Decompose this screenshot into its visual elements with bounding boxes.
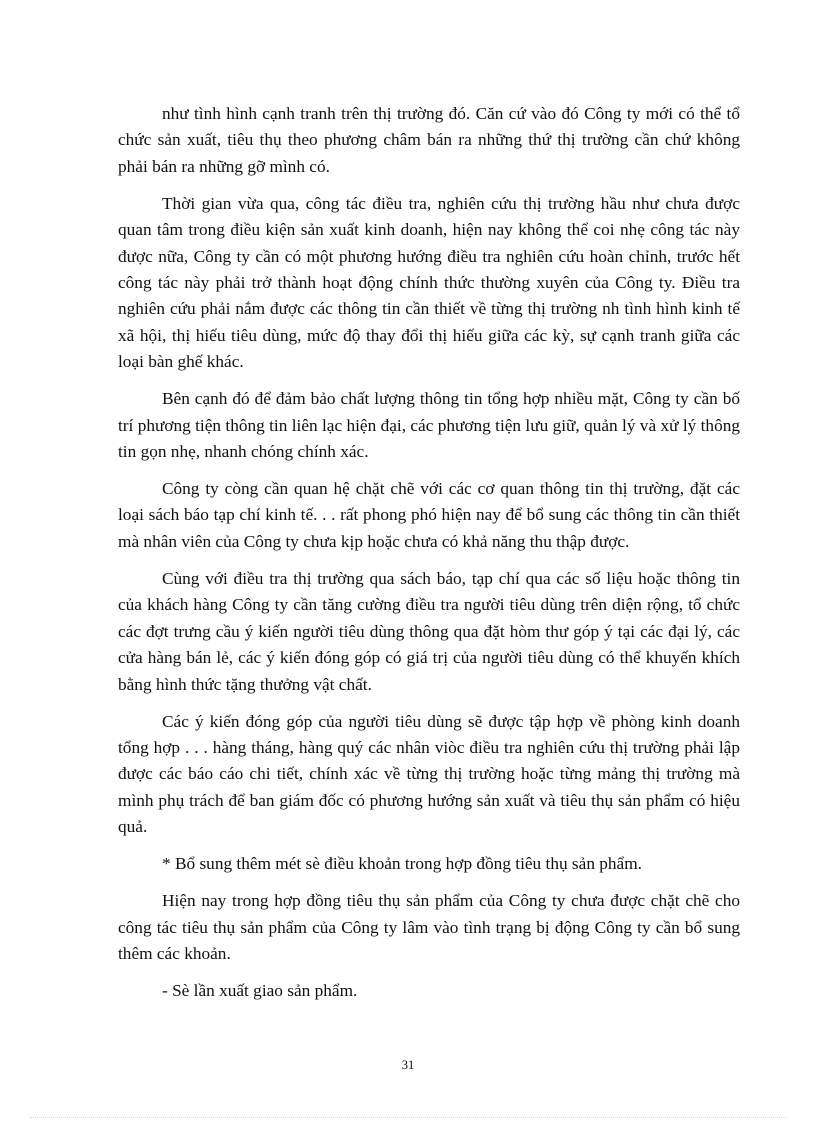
body-text bbox=[118, 101, 740, 1015]
paragraph: * Bổ sung thêm mét sè điều khoản trong hợp đồng tiêu thụ sản phẩm. bbox=[162, 854, 642, 874]
paragraph: Thời gian vừa qua, công tác điều tra, nghiên cứu thị trường hầu như chưa được quan tâm trong điều kiện sản xuất kinh doanh, hiện nay không thể coi nhẹ công tác này được nữa, Công ty cần có một phương hướng điều tra nghiên cứu hoàn chỉnh, trước hết công tác này phải trở thành hoạt động chính thức thường xuyên của Công ty. Điều tra nghiên cứu phải nắm được các thông tin cần thiết về từng thị trường nh tình hình kinh tế xã hội, thị hiếu tiêu dùng, mức độ thay đổi thị hiếu giữa các kỳ, sự cạnh tranh giữa các loại bàn ghế khác. bbox=[118, 193, 740, 372]
paragraph: Hiện nay trong hợp đồng tiêu thụ sản phẩm của Công ty chưa được chặt chẽ cho công tác tiêu thụ sản phẩm của Công ty lâm vào tình trạng bị động Công ty cần bổ sung thêm các khoản. bbox=[118, 891, 740, 963]
paragraph: Các ý kiến đóng góp của người tiêu dùng sẽ được tập hợp về phòng kinh doanh tổng hợp . . . hàng tháng, hàng quý các nhân viòc điều tra nghiên cứu thị trường phải lập được các báo cáo chi tiết, chính xác về từng thị trường hoặc từng mảng thị trường mà mình phụ trách để ban giám đốc có phương hướng sản xuất và tiêu thụ sản phẩm có hiệu quả. bbox=[118, 711, 740, 837]
paragraph: Công ty còng cần quan hệ chặt chẽ với các cơ quan thông tin thị trường, đặt các loại sách báo tạp chí kinh tế. . . rất phong phó hiện nay để bổ sung các thông tin cần thiết mà nhân viên của Công ty chưa kịp hoặc chưa có khả năng thu thập được. bbox=[118, 479, 740, 551]
paragraph: như tình hình cạnh tranh trên thị trường đó. Căn cứ vào đó Công ty mới có thể tổ chức sản xuất, tiêu thụ theo phương châm bán ra những thứ thị trường cần chứ không phải bán ra những gỡ mình có. bbox=[118, 104, 740, 176]
paragraph: Cùng với điều tra thị trường qua sách báo, tạp chí qua các số liệu hoặc thông tin của khách hàng Công ty cần tăng cường điều tra người tiêu dùng trên diện rộng, tổ chức các đợt trưng cầu ý kiến người tiêu dùng thông qua đặt hòm thư góp ý tại các đại lý, các cửa hàng bán lẻ, các ý kiến đóng góp có giá trị của người tiêu dùng có thể khuyến khích bằng hình thức tặng thưởng vật chất. bbox=[118, 568, 740, 694]
footer-divider bbox=[30, 1117, 786, 1118]
paragraph: - Sè lần xuất giao sản phẩm. bbox=[162, 980, 358, 1000]
paragraph: Bên cạnh đó để đảm bảo chất lượng thông tin tổng hợp nhiều mặt, Công ty cần bố trí phương tiện thông tin liên lạc hiện đại, các phương tiện lưu giữ, quản lý và xử lý thông tin gọn nhẹ, nhanh chóng chính xác. bbox=[118, 389, 740, 462]
page-number: 31 bbox=[401, 1058, 415, 1072]
